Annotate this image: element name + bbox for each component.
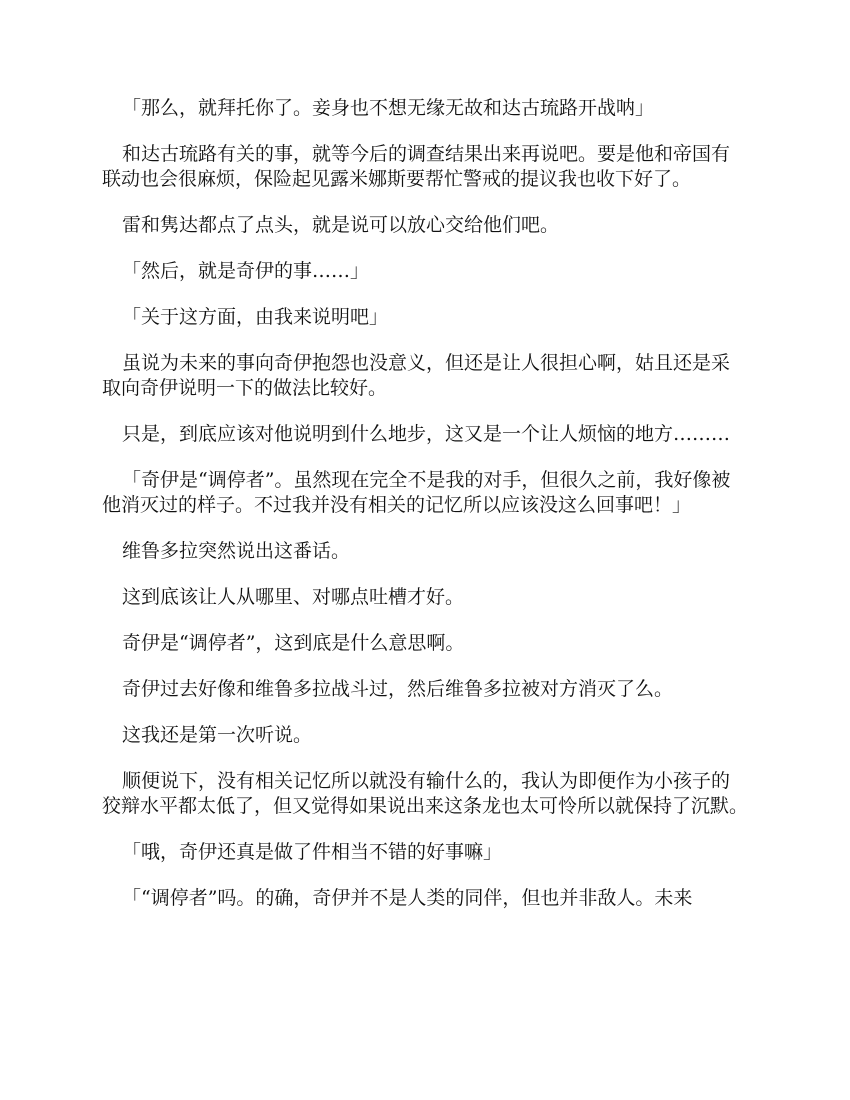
paragraph: 虽说为未来的事向奇伊抱怨也没意义，但还是让人很担心啊，姑且还是采取向奇伊说明一下的做法比较好。	[102, 352, 731, 399]
paragraph: 奇伊过去好像和维鲁多拉战斗过，然后维鲁多拉被对方消灭了么。	[122, 678, 674, 700]
paragraph: 和达古琉路有关的事，就等今后的调查结果出来再说吧。要是他和帝国有联动也会很麻烦，保险起见露米娜斯要帮忙警戒的提议我也收下好了。	[102, 143, 731, 190]
paragraph: 只是，到底应该对他说明到什么地步，这又是一个让人烦恼的地方………	[122, 423, 731, 445]
paragraph: 奇伊是“调停者”，这到底是什么意思啊。	[122, 632, 465, 654]
paragraph: 雷和隽达都点了点头，就是说可以放心交给他们吧。	[122, 214, 560, 236]
paragraph: 「然后，就是奇伊的事……」	[122, 260, 370, 282]
paragraph: 「“调停者”吗。的确，奇伊并不是人类的同伴，但也并非敌人。未来	[122, 887, 693, 909]
paragraph: 顺便说下，没有相关记忆所以就没有输什么的，我认为即便作为小孩子的狡辩水平都太低了，但又觉得如果说出来这条龙也太可怜所以就保持了沉默。	[102, 770, 749, 817]
paragraph: 「关于这方面，由我来说明吧」	[122, 306, 389, 328]
paragraph: 「那么，就拜托你了。妾身也不想无缘无故和达古琉路开战呐」	[122, 97, 655, 119]
paragraph: 这我还是第一次听说。	[122, 724, 313, 746]
paragraph: 「奇伊是“调停者”。虽然现在完全不是我的对手，但很久之前，我好像被他消灭过的样子。不过我并没有相关的记忆所以应该没这么回事吧！」	[102, 469, 731, 516]
paragraph: 维鲁多拉突然说出这番话。	[122, 540, 351, 562]
paragraph: 这到底该让人从哪里、对哪点吐槽才好。	[122, 586, 465, 608]
paragraph: 「哦，奇伊还真是做了件相当不错的好事嘛」	[122, 841, 503, 863]
